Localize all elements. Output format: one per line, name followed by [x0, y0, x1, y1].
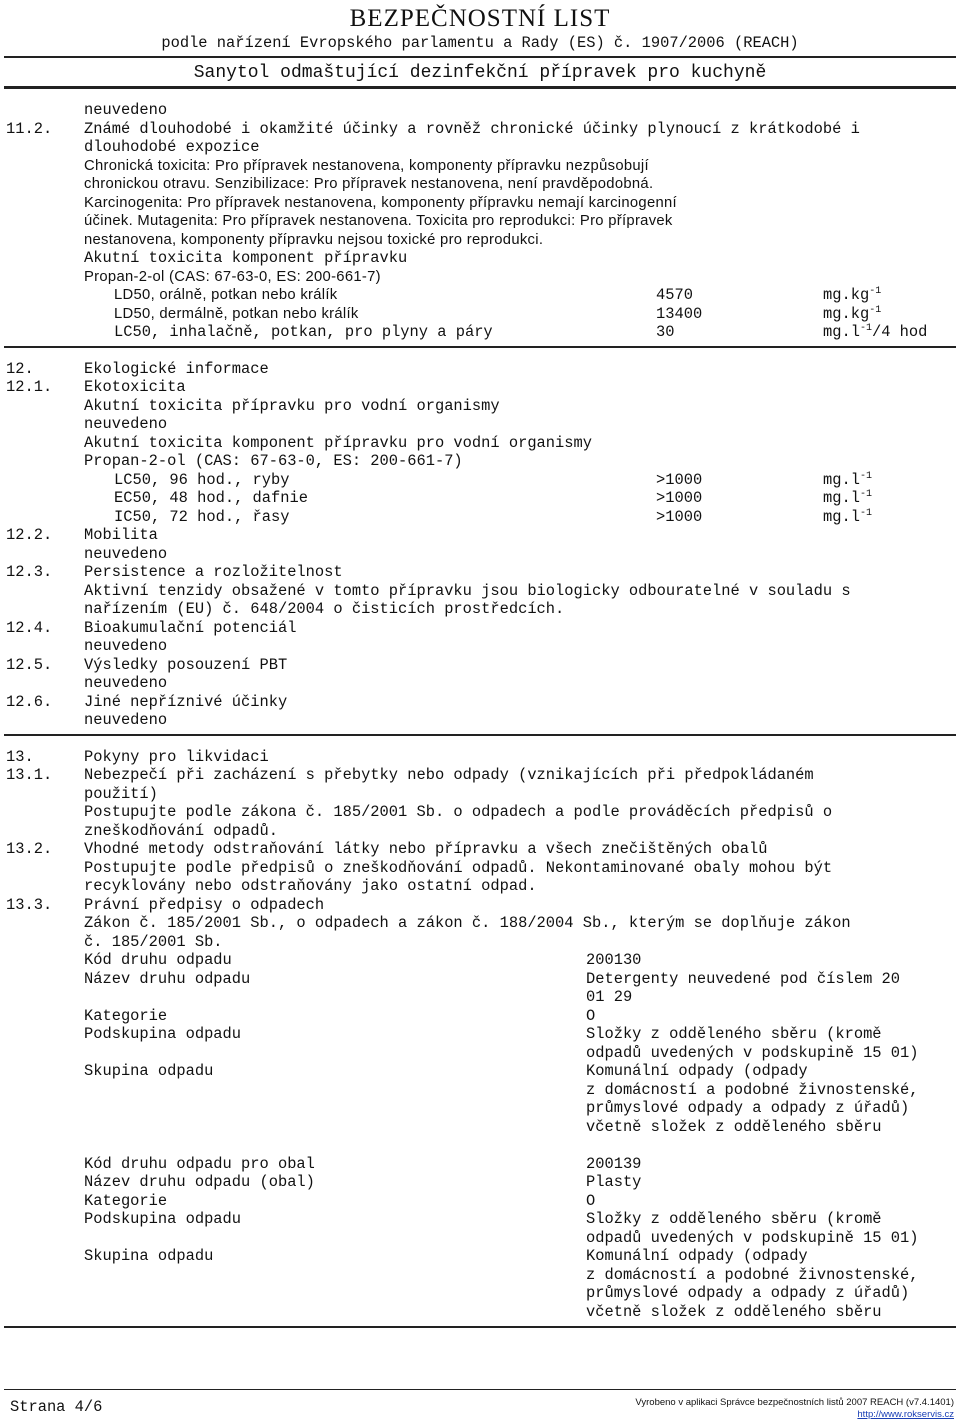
section-title: Mobilita [84, 526, 158, 544]
waste-subgroup-value: odpadů uvedených v podskupině 15 01) [586, 1044, 919, 1062]
subheading: Akutní toxicita komponent přípravku [84, 249, 408, 267]
waste-name-label: Název druhu odpadu [84, 970, 251, 988]
ecotox-row-label: LC50, 96 hod., ryby [114, 471, 290, 489]
ecotox-row-unit: $mg.l^{-1}$ [823, 508, 872, 526]
waste-subgroup-value: odpadů uvedených v podskupině 15 01) [586, 1229, 919, 1247]
waste-group-value: průmyslové odpady a odpady z úřadů) [586, 1099, 910, 1117]
substance-name: Propan-2-ol (CAS: 67-63-0, ES: 200-661-7) [84, 452, 463, 470]
section-number: 12.2. [6, 526, 53, 544]
tox-row-label: LD50, dermálně, potkan nebo králík [114, 306, 359, 322]
value-text: neuvedeno [84, 101, 168, 119]
body-text: nestanovena, komponenty přípravku nejsou toxické pro reprodukci. [84, 232, 544, 248]
value-text: neuvedeno [84, 711, 168, 729]
waste-group-value: Komunální odpady (odpady [586, 1062, 808, 1080]
waste-category-label: Kategorie [84, 1007, 168, 1025]
section-number: 13. [6, 748, 34, 766]
waste-group-value: včetně složek z odděleného sběru [586, 1118, 882, 1136]
waste-category-label: Kategorie [84, 1192, 168, 1210]
vendor-link[interactable]: http://www.rokservis.cz [857, 1409, 954, 1420]
body-text: Karcinogenita: Pro přípravek nestanovena, komponenty přípravku nemají karcinogenní [84, 195, 677, 211]
body-text: nařízením (EU) č. 648/2004 o čisticích prostředcích. [84, 600, 565, 618]
page-number: Strana 4/6 [10, 1398, 103, 1416]
section-title: Bioakumulační potenciál [84, 619, 297, 637]
section-title: Výsledky posouzení PBT [84, 656, 288, 674]
header-divider-bottom [4, 86, 956, 89]
waste-group-value: z domácností a podobné živnostenské, [586, 1081, 919, 1099]
substance-name: Propan-2-ol (CAS: 67-63-0, ES: 200-661-7) [84, 269, 381, 285]
section-title: Ekotoxicita [84, 378, 186, 396]
ecotox-row-value: >1000 [656, 489, 703, 507]
section-number: 12.3. [6, 563, 53, 581]
tox-row-value: 13400 [656, 305, 703, 323]
body-text: Aktivní tenzidy obsažené v tomto přípravku jsou biologicky odbouratelné v souladu s [84, 582, 851, 600]
waste-subgroup-label: Podskupina odpadu [84, 1210, 242, 1228]
body-text: chronickou otravu. Senzibilizace: Pro přípravek nestanovena, není pravděpodobná. [84, 176, 654, 192]
section-number: 12.6. [6, 693, 53, 711]
ecotox-row-value: >1000 [656, 471, 703, 489]
section-title: Nebezpečí při zacházení s přebytky nebo odpady (vznikajících při předpokládaném [84, 766, 814, 784]
product-name: Sanytol odmaštující dezinfekční přípravek pro kuchyně [193, 63, 767, 83]
waste-code-label: Kód druhu odpadu pro obal [84, 1155, 315, 1173]
document-title: BEZPEČNOSTNÍ LIST [349, 5, 611, 32]
ecotox-row-label: EC50, 48 hod., dafnie [114, 489, 308, 507]
section-number: 12.5. [6, 656, 53, 674]
value-text: neuvedeno [84, 637, 168, 655]
section-divider [4, 734, 956, 736]
section-title: dlouhodobé expozice [84, 138, 260, 156]
waste-name-value: Detergenty neuvedené pod číslem 20 [586, 970, 901, 988]
section-title: Persistence a rozložitelnost [84, 563, 343, 581]
ecotox-row-unit: $mg.l^{-1}$ [823, 489, 872, 507]
body-text: účinek. Mutagenita: Pro přípravek nestanovena. Toxicita pro reprodukci: Pro přípravek [84, 213, 673, 229]
section-title: Ekologické informace [84, 360, 269, 378]
tox-row-unit: $mg.kg^{-1}$ [823, 286, 882, 304]
waste-name-value: Plasty [586, 1173, 642, 1191]
ecotox-row-unit: $mg.l^{-1}$ [823, 471, 872, 489]
waste-group-value: včetně složek z odděleného sběru [586, 1303, 882, 1321]
waste-code-value: 200130 [586, 951, 642, 969]
waste-name-label: Název druhu odpadu (obal) [84, 1173, 315, 1191]
waste-subgroup-value: Složky z odděleného sběru (kromě [586, 1210, 882, 1228]
section-title: Známé dlouhodobé i okamžité účinky a rovněž chronické účinky plynoucí z krátkodobé i [84, 120, 860, 138]
section-number: 13.2. [6, 840, 53, 858]
tox-row-label: LD50, orálně, potkan nebo králík [114, 287, 338, 303]
body-text: Zákon č. 185/2001 Sb., o odpadech a zákon č. 188/2004 Sb., kterým se doplňuje zákon [84, 914, 851, 932]
body-text: recyklovány nebo odstraňovány jako ostatní odpad. [84, 877, 537, 895]
header-divider [4, 56, 956, 58]
value-text: neuvedeno [84, 674, 168, 692]
waste-category-value: O [586, 1192, 596, 1210]
waste-group-label: Skupina odpadu [84, 1062, 214, 1080]
waste-name-value: 01 29 [586, 988, 633, 1006]
section-number: 13.1. [6, 766, 53, 784]
waste-subgroup-value: Složky z odděleného sběru (kromě [586, 1025, 882, 1043]
waste-code-value: 200139 [586, 1155, 642, 1173]
document-header [0, 4, 960, 53]
section-number: 13.3. [6, 896, 53, 914]
subheading: Akutní toxicita komponent přípravku pro vodní organismy [84, 434, 592, 452]
generator-note: Vyrobeno v aplikaci Správce bezpečnostních listů 2007 REACH (v7.4.1401) [635, 1397, 954, 1408]
waste-group-value: Komunální odpady (odpady [586, 1247, 808, 1265]
section-title: Jiné nepříznivé účinky [84, 693, 288, 711]
section-title: Právní předpisy o odpadech [84, 896, 325, 914]
tox-row-value: 30 [656, 323, 675, 341]
waste-group-value: průmyslové odpady a odpady z úřadů) [586, 1284, 910, 1302]
section-divider [4, 346, 956, 348]
body-text: č. 185/2001 Sb. [84, 933, 223, 951]
section-number: 11.2. [6, 120, 53, 138]
value-text: neuvedeno [84, 415, 168, 433]
subheading: Akutní toxicita přípravku pro vodní organismy [84, 397, 500, 415]
tox-row-value: 4570 [656, 286, 693, 304]
footer-divider [4, 1389, 956, 1390]
section-title: použití) [84, 785, 158, 803]
waste-group-label: Skupina odpadu [84, 1247, 214, 1265]
tox-row-unit: $mg.kg^{-1}$ [823, 305, 882, 323]
body-text: Chronická toxicita: Pro přípravek nestanovena, komponenty přípravku nezpůsobují [84, 158, 649, 174]
body-text: Postupujte podle zákona č. 185/2001 Sb. o odpadech a podle prováděcích předpisů o [84, 803, 833, 821]
section-number: 12.1. [6, 378, 53, 396]
tox-row-label: LC50, inhalačně, potkan, pro plyny a páry [114, 323, 493, 341]
body-text: zneškodňování odpadů. [84, 822, 278, 840]
waste-group-value: z domácností a podobné živnostenské, [586, 1266, 919, 1284]
regulation-subtitle: podle nařízení Evropského parlamentu a Rady (ES) č. 1907/2006 (REACH) [161, 34, 799, 52]
waste-code-label: Kód druhu odpadu [84, 951, 232, 969]
section-divider [4, 1326, 956, 1328]
section-title: Vhodné metody odstraňování látky nebo přípravku a všech znečištěných obalů [84, 840, 768, 858]
body-text: Postupujte podle předpisů o zneškodňování odpadů. Nekontaminované obaly mohou být [84, 859, 833, 877]
value-text: neuvedeno [84, 545, 168, 563]
section-number: 12.4. [6, 619, 53, 637]
ecotox-row-label: IC50, 72 hod., řasy [114, 508, 290, 526]
section-title: Pokyny pro likvidaci [84, 748, 269, 766]
waste-subgroup-label: Podskupina odpadu [84, 1025, 242, 1043]
footer-credit [635, 1397, 954, 1421]
waste-category-value: O [586, 1007, 596, 1025]
ecotox-row-value: >1000 [656, 508, 703, 526]
tox-row-unit: $mg.l^{-1}/4$ hod [823, 323, 928, 341]
section-number: 12. [6, 360, 34, 378]
